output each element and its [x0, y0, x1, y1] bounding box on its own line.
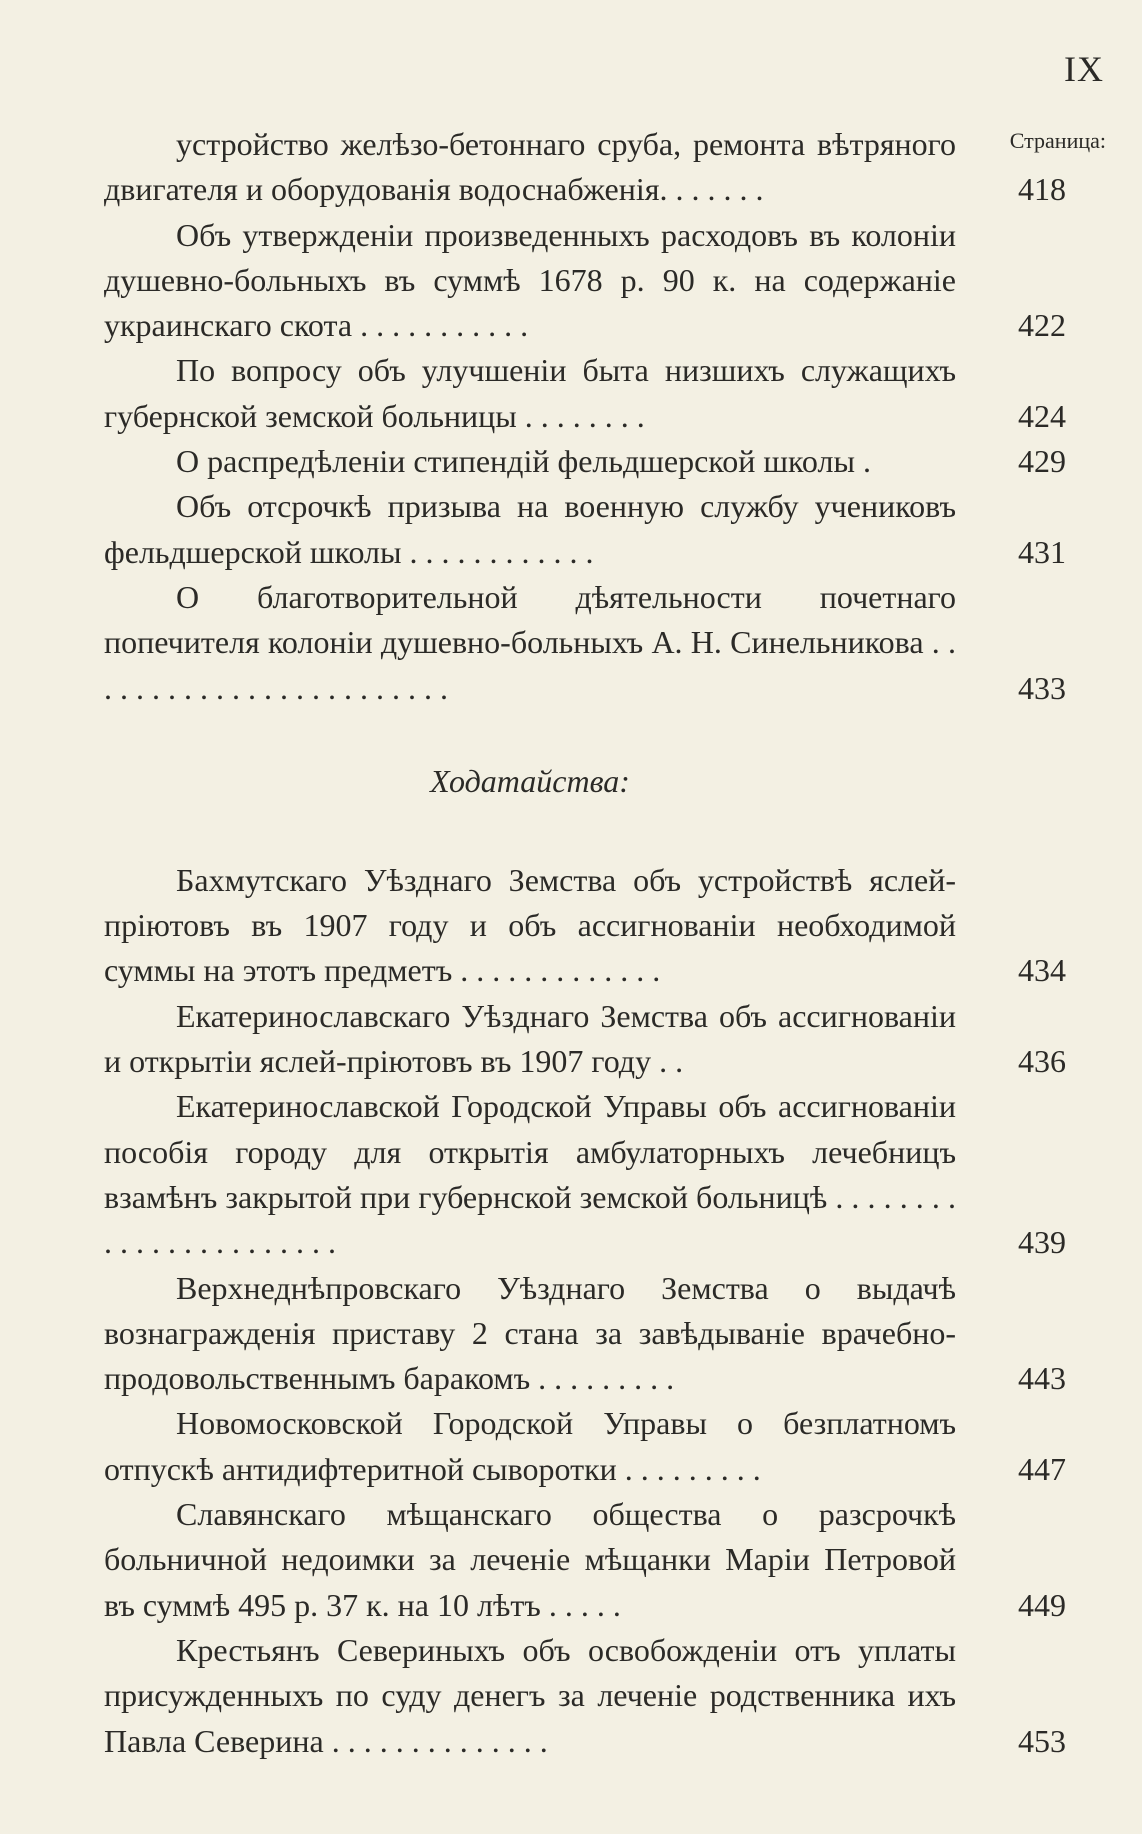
toc-entry	[104, 1628, 1066, 1764]
toc-entry	[104, 122, 1066, 213]
toc-entry-page: 429	[1018, 443, 1066, 480]
section-title: Ходатайства:	[430, 762, 630, 799]
toc-entry	[104, 858, 1066, 994]
toc-entry	[104, 439, 1066, 484]
entries-list-bottom	[104, 858, 1066, 1764]
toc-entry-page: 439	[1018, 1224, 1066, 1261]
toc-entry	[104, 1492, 1066, 1628]
toc-entry	[104, 348, 1066, 439]
toc-entry-text: Объ отсрочкѣ призыва на военную службу учениковъ фельдшерской школы . . . . . . . . . . . .	[104, 488, 956, 570]
toc-entry-text: Крестьянъ Севериныхъ объ освобожденіи отъ уплаты присужденныхъ по суду денегъ за леченіе родственника ихъ Павла Северина . . . . . . . . . . . . . .	[104, 1631, 956, 1759]
toc-entry-text: Верхнеднѣпровскаго Уѣзднаго Земства о выдачѣ вознагражденія приставу 2 стана за завѣдываніе врачебно-продовольственнымъ баракомъ . . . . . . . . .	[104, 1269, 956, 1397]
toc-entry	[104, 213, 1066, 349]
toc-entry-page: 431	[1018, 533, 1066, 570]
toc-entry	[104, 1266, 1066, 1402]
toc-entry-page: 449	[1018, 1586, 1066, 1623]
toc-entry-text: Славянскаго мѣщанскаго общества о разсрочкѣ больничной недоимки за леченіе мѣщанки Маріи Петровой въ суммѣ 495 р. 37 к. на 10 лѣтъ . . . . .	[104, 1496, 956, 1623]
toc-entry-page: 433	[1018, 669, 1066, 706]
entries-list-top	[104, 122, 1066, 711]
toc-entry-page: 418	[1018, 171, 1066, 208]
toc-entry	[104, 575, 1066, 711]
toc-entry-text: По вопросу объ улучшеніи быта низшихъ служащихъ губернской земской больницы . . . . . . . .	[104, 352, 956, 434]
table-of-contents	[104, 122, 1066, 1764]
toc-entry-page: 424	[1018, 397, 1066, 434]
page-number: IX	[1064, 49, 1104, 89]
toc-entry	[104, 1084, 1066, 1265]
column-header-page: Страница:	[1009, 128, 1106, 153]
toc-entry-text: устройство желѣзо-бетоннаго сруба, ремонта вѣтряного двигателя и оборудованія водоснабженія. . . . . . .	[104, 126, 956, 208]
toc-entry-text: Екатеринославской Городской Управы объ ассигнованіи пособія городу для открытія амбулаторныхъ лечебницъ взамѣнъ закрытой при губернской земской больницѣ . . . . . . . . . . . . . . . . . . . . . . .	[104, 1088, 956, 1261]
toc-entry-text: О благотворительной дѣятельности почетнаго попечителя колоніи душевно-больныхъ А. Н. Синельникова . . . . . . . . . . . . . . . . . . . . . . . .	[104, 578, 956, 706]
toc-entry-page: 422	[1018, 307, 1066, 344]
toc-entry	[104, 1401, 1066, 1492]
toc-entry-page: 434	[1018, 952, 1066, 989]
toc-entry-page: 447	[1018, 1450, 1066, 1487]
toc-entry-page: 443	[1018, 1360, 1066, 1397]
toc-entry-text: Объ утвержденіи произведенныхъ расходовъ въ колоніи душевно-больныхъ въ суммѣ 1678 р. 90 к. на содержаніе украинскаго скота . . . . . . . . . . .	[104, 216, 956, 344]
toc-entry	[104, 994, 1066, 1085]
toc-entry-text: Екатеринославскаго Уѣзднаго Земства объ ассигнованіи и открытіи яслей-пріютовъ въ 1907 году . .	[104, 997, 956, 1080]
toc-entry-page: 436	[1018, 1043, 1066, 1080]
toc-entry-text: О распредѣленіи стипендій фельдшерской школы .	[176, 443, 871, 480]
toc-entry-page: 453	[1018, 1722, 1066, 1759]
toc-entry	[104, 484, 1066, 575]
toc-entry-text: Новомосковской Городской Управы о безплатномъ отпускѣ антидифтеритной сыворотки . . . . . . . . .	[104, 1405, 956, 1487]
toc-entry-text: Бахмутскаго Уѣзднаго Земства объ устройствѣ яслей-пріютовъ въ 1907 году и объ ассигнованіи необходимой суммы на этотъ предметъ . . . . . . . . . . . . .	[104, 861, 956, 989]
